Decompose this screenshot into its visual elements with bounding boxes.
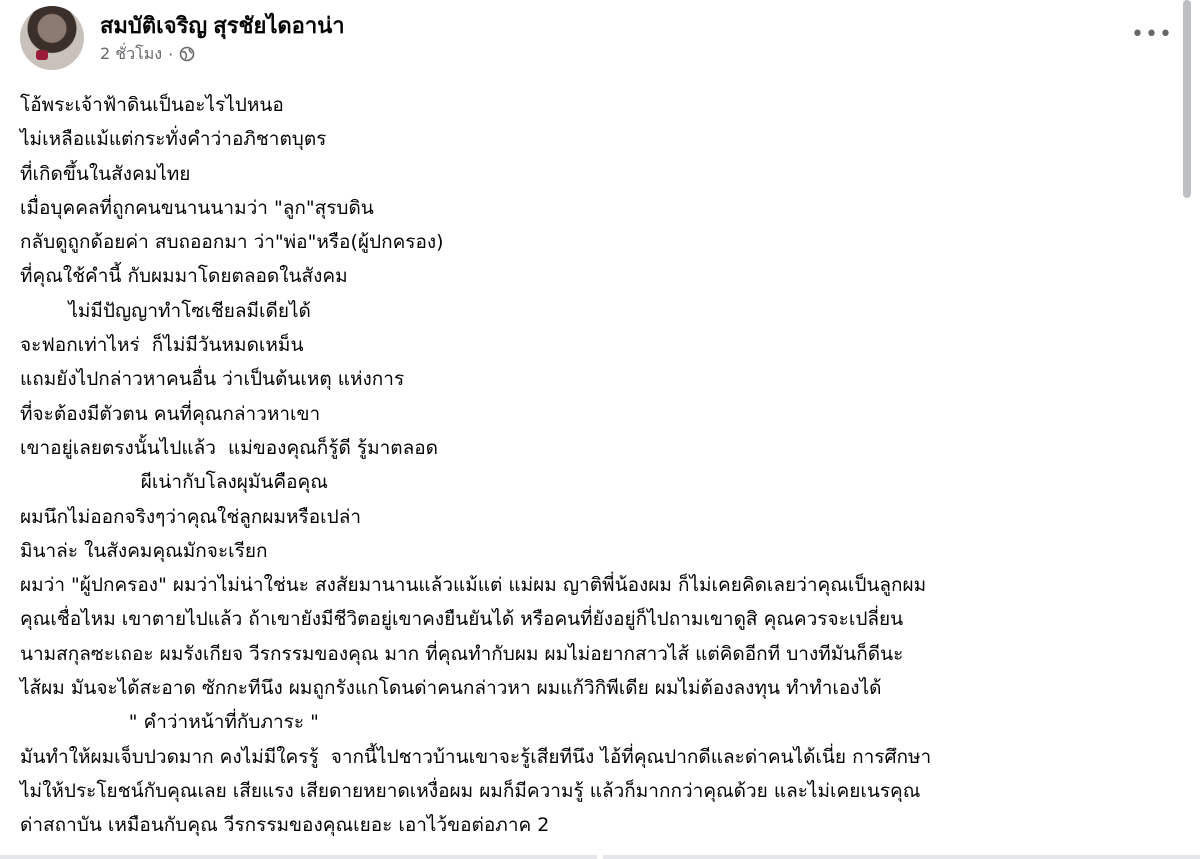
post-body-line: แถมยังไปกล่าวหาคนอื่น ว่าเป็นต้นเหตุ แห่งการ: [20, 368, 405, 391]
globe-icon[interactable]: [179, 46, 195, 62]
meta-separator: ·: [168, 44, 174, 64]
post-body-line: " คำว่าหน้าที่กับภาระ ": [20, 711, 319, 734]
post-timestamp[interactable]: 2 ชั่วโมง: [100, 43, 163, 63]
post-body-line: จะฟอกเท่าไหร่ ก็ไม่มีวันหมดเหม็น: [20, 334, 304, 357]
post-body-line: ที่เกิดขึ้นในสังคมไทย: [20, 162, 191, 185]
post-body-line: นามสกุลซะเถอะ ผมรังเกียจ วีรกรรมของคุณ มาก ที่คุณทำกับผม ผมไม่อยากสาวไส้ แต่คิดอีกที บางทีมันก็ดีนะ: [20, 642, 904, 665]
post-body-line: ไส้ผม มันจะได้สะอาด ซักกะทีนึง ผมถูกรังแกโดนด่าคนกล่าวหา ผมแก้วิกิพีเดีย ผมไม่ต้องลงทุน ทำทำเองได้: [20, 677, 882, 700]
post-body-line: ไม่มีปัญญาทำโซเชียลมีเดียได้: [20, 299, 311, 322]
post-body-line: ที่คุณใช้คำนี้ กับผมมาโดยตลอดในสังคม: [20, 265, 348, 288]
post-body-line: กลับดูถูกด้อยค่า สบถออกมา ว่า"พ่อ"หรือ(ผู้ปกครอง): [20, 231, 444, 254]
post-body: [20, 88, 1170, 843]
scrollbar-thumb[interactable]: [1183, 0, 1191, 198]
post-body-line: ไม่เหลือแม้แต่กระทั่งคำว่าอภิชาตบุตร: [20, 128, 327, 151]
post-body-line: โอ้พระเจ้าฟ้าดินเป็นอะไรไปหนอ: [20, 94, 284, 116]
post-body-line: มินาล่ะ ในสังคมคุณมักจะเรียก: [20, 539, 268, 562]
more-options-button[interactable]: [1131, 16, 1173, 52]
post-body-line: ผมว่า "ผู้ปกครอง" ผมว่าไม่น่าใช่นะ สงสัยมานานแล้วแม้แต่ แม่ผม ญาติพี่น้องผม ก็ไม่เคยคิดเลยว่าคุณเป็นลูกผม: [20, 574, 927, 597]
post-meta: [100, 42, 195, 66]
post-body-line: ด่าสถาบัน เหมือนกับคุณ วีรกรรมของคุณเยอะ เอาไว้ขอต่อภาค 2: [20, 814, 550, 837]
avatar-detail: [36, 50, 48, 60]
post-body-line: มันทำให้ผมเจ็บปวดมาก คงไม่มีใครรู้ จากนี้ไปชาวบ้านเขาจะรู้เสียทีนึง ไอ้ที่คุณปากดีและด่าคนได้เนี่ย การศึกษา: [20, 745, 932, 768]
post-body-line: ผีเน่ากับโลงผุมันคือคุณ: [20, 471, 328, 494]
post-body-line: ผมนึกไม่ออกจริงๆว่าคุณใช่ลูกผมหรือเปล่า: [20, 505, 362, 528]
post-body-line: เมื่อบุคคลที่ถูกคนขนานนามว่า "ลูก"สุรบดิน: [20, 196, 374, 219]
post-body-line: ไม่ให้ประโยชน์กับคุณเลย เสียแรง เสียดายหยาดเหงื่อผม ผมก็มีความรู้ แล้วก็มากกว่าคุณด้วย และไม่เคยเนรคุณ: [20, 779, 921, 802]
author-avatar[interactable]: [20, 6, 84, 70]
post-body-line: เขาอยู่เลยตรงนั้นไปแล้ว แม่ของคุณก็รู้ดี รู้มาตลอด: [20, 436, 439, 459]
more-options-icon: •••: [1131, 21, 1173, 47]
post-body-line: ที่จะต้องมีตัวตน คนที่คุณกล่าวหาเขา: [20, 402, 321, 425]
author-name[interactable]: สมบัติเจริญ สุรชัยไดอาน่า: [100, 13, 345, 38]
post-body-line: คุณเชื่อไหม เขาตายไปแล้ว ถ้าเขายังมีชีวิตอยู่เขาคงยืนยันได้ หรือคนที่ยังอยู่ก็ไปถามเขาดูสิ คุณควรจะเปลี่ยน: [20, 608, 904, 631]
post-header: [20, 6, 1173, 70]
bottom-divider-gap: [597, 855, 603, 859]
